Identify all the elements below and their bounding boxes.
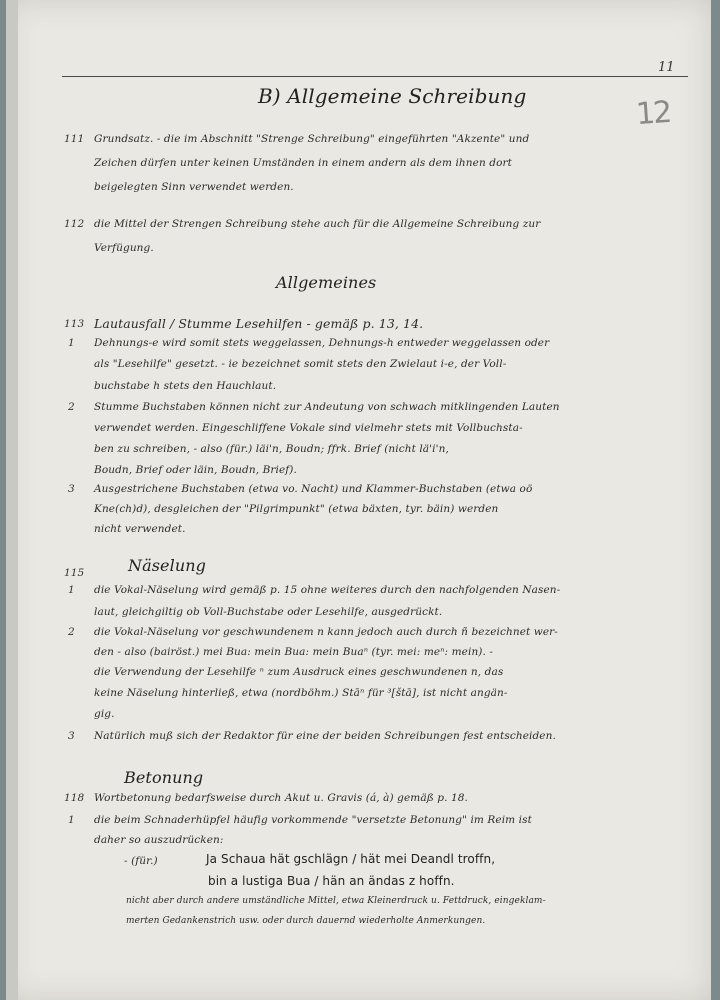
paragraph-marker: 3 (68, 730, 75, 742)
text-line: Boudn, Brief oder läin, Boudn, Brief). (94, 464, 297, 476)
text-line: Grundsatz. - die im Abschnitt "Strenge Schreibung" eingeführten "Akzente" und (94, 133, 530, 145)
text-line: buchstabe h stets den Hauchlaut. (94, 380, 277, 392)
document-page (6, 0, 711, 1000)
text-line: gig. (94, 708, 115, 720)
text-line: daher so auszudrücken: (94, 834, 224, 846)
text-line: Ausgestrichene Buchstaben (etwa vo. Nacht) und Klammer-Buchstaben (etwa oö (94, 483, 533, 495)
section-heading: Allgemeines (276, 273, 377, 292)
text-line: verwendet werden. Eingeschliffene Vokale sind vielmehr stets mit Vollbuchsta- (94, 422, 523, 434)
section-number-113: 113 (64, 318, 85, 330)
section-number-111: 111 (64, 133, 85, 145)
paragraph-marker: 1 (68, 814, 75, 826)
section-heading: Näselung (128, 556, 206, 575)
text-line: Verfügung. (94, 242, 154, 254)
section-number-118: 118 (64, 792, 85, 804)
page-title: B) Allgemeine Schreibung (258, 84, 527, 108)
text-line: die Vokal-Näselung vor geschwundenem n kann jedoch auch durch ñ bezeichnet wer- (94, 626, 558, 638)
text-line: nicht aber durch andere umständliche Mittel, etwa Kleinerdruck u. Fettdruck, eingeklam- (126, 896, 546, 906)
text-line: Dehnungs-e wird somit stets weggelassen, Dehnungs-h entweder weggelassen oder (94, 337, 550, 349)
text-line: als "Lesehilfe" gesetzt. - ie bezeichnet somit stets den Zwielaut i-e, der Voll- (94, 358, 507, 370)
paragraph-marker: 2 (68, 401, 75, 413)
text-line: die Vokal-Näselung wird gemäß p. 15 ohne weiteres durch den nachfolgenden Nasen- (94, 584, 561, 596)
text-line: merten Gedankenstrich usw. oder durch dauernd wiederholte Anmerkungen. (126, 916, 486, 926)
paragraph-marker: 2 (68, 626, 75, 638)
text-line: - (für.) (124, 855, 158, 867)
section-heading: Betonung (124, 768, 204, 787)
page-edge (6, 0, 18, 1000)
paragraph-marker: 1 (68, 584, 75, 596)
text-line: Natürlich muß sich der Redaktor für eine der beiden Schreibungen fest entscheiden. (94, 730, 556, 742)
text-line: Zeichen dürfen unter keinen Umständen in einem andern als dem ihnen dort (94, 157, 512, 169)
page-number: 11 (658, 60, 675, 75)
text-line: ben zu schreiben, - also (für.) läi'n, Boudn; ffrk. Brief (nicht lä'i'n, (94, 443, 449, 455)
text-line: den - also (bairöst.) mei Bua: mein Bua: mein Buaⁿ (tyr. mei: meⁿ: mein). - (94, 646, 494, 658)
text-line: die beim Schnaderhüpfel häufig vorkommende "versetzte Betonung" im Reim ist (94, 814, 532, 826)
header-rule (62, 76, 688, 77)
dialect-example-line: Ja Schaua hät gschlägn / hät mei Deandl troffn, (206, 852, 496, 866)
subsection-heading: Wortbetonung bedarfsweise durch Akut u. Gravis (á, à) gemäß p. 18. (94, 792, 468, 804)
text-line: die Verwendung der Lesehilfe ⁿ zum Ausdruck eines geschwundenen n, das (94, 666, 504, 678)
subsection-heading: Lautausfall / Stumme Lesehilfen - gemäß p. 13, 14. (94, 316, 424, 331)
paragraph-marker: 3 (68, 483, 75, 495)
text-line: beigelegten Sinn verwendet werden. (94, 181, 294, 193)
text-line: keine Näselung hinterließ, etwa (nordböhm.) Stāⁿ für ³[štā], ist nicht angän- (94, 687, 508, 699)
text-line: nicht verwendet. (94, 523, 186, 535)
section-number-115: 115 (64, 567, 85, 579)
text-line: die Mittel der Strengen Schreibung stehe auch für die Allgemeine Schreibung zur (94, 218, 541, 230)
pencil-page-number: 12 (634, 94, 672, 133)
text-line: laut, gleichgiltig ob Voll-Buchstabe oder Lesehilfe, ausgedrückt. (94, 606, 443, 618)
text-line: Stumme Buchstaben können nicht zur Andeutung von schwach mitklingenden Lauten (94, 401, 560, 413)
text-line: Kne(ch)d), desgleichen der "Pilgrimpunkt" (etwa bäxten, tyr. bäin) werden (94, 503, 499, 515)
paragraph-marker: 1 (68, 337, 75, 349)
section-number-112: 112 (64, 218, 85, 230)
dialect-example-line: bin a lustiga Bua / hän an ändas z hoffn. (208, 874, 455, 888)
